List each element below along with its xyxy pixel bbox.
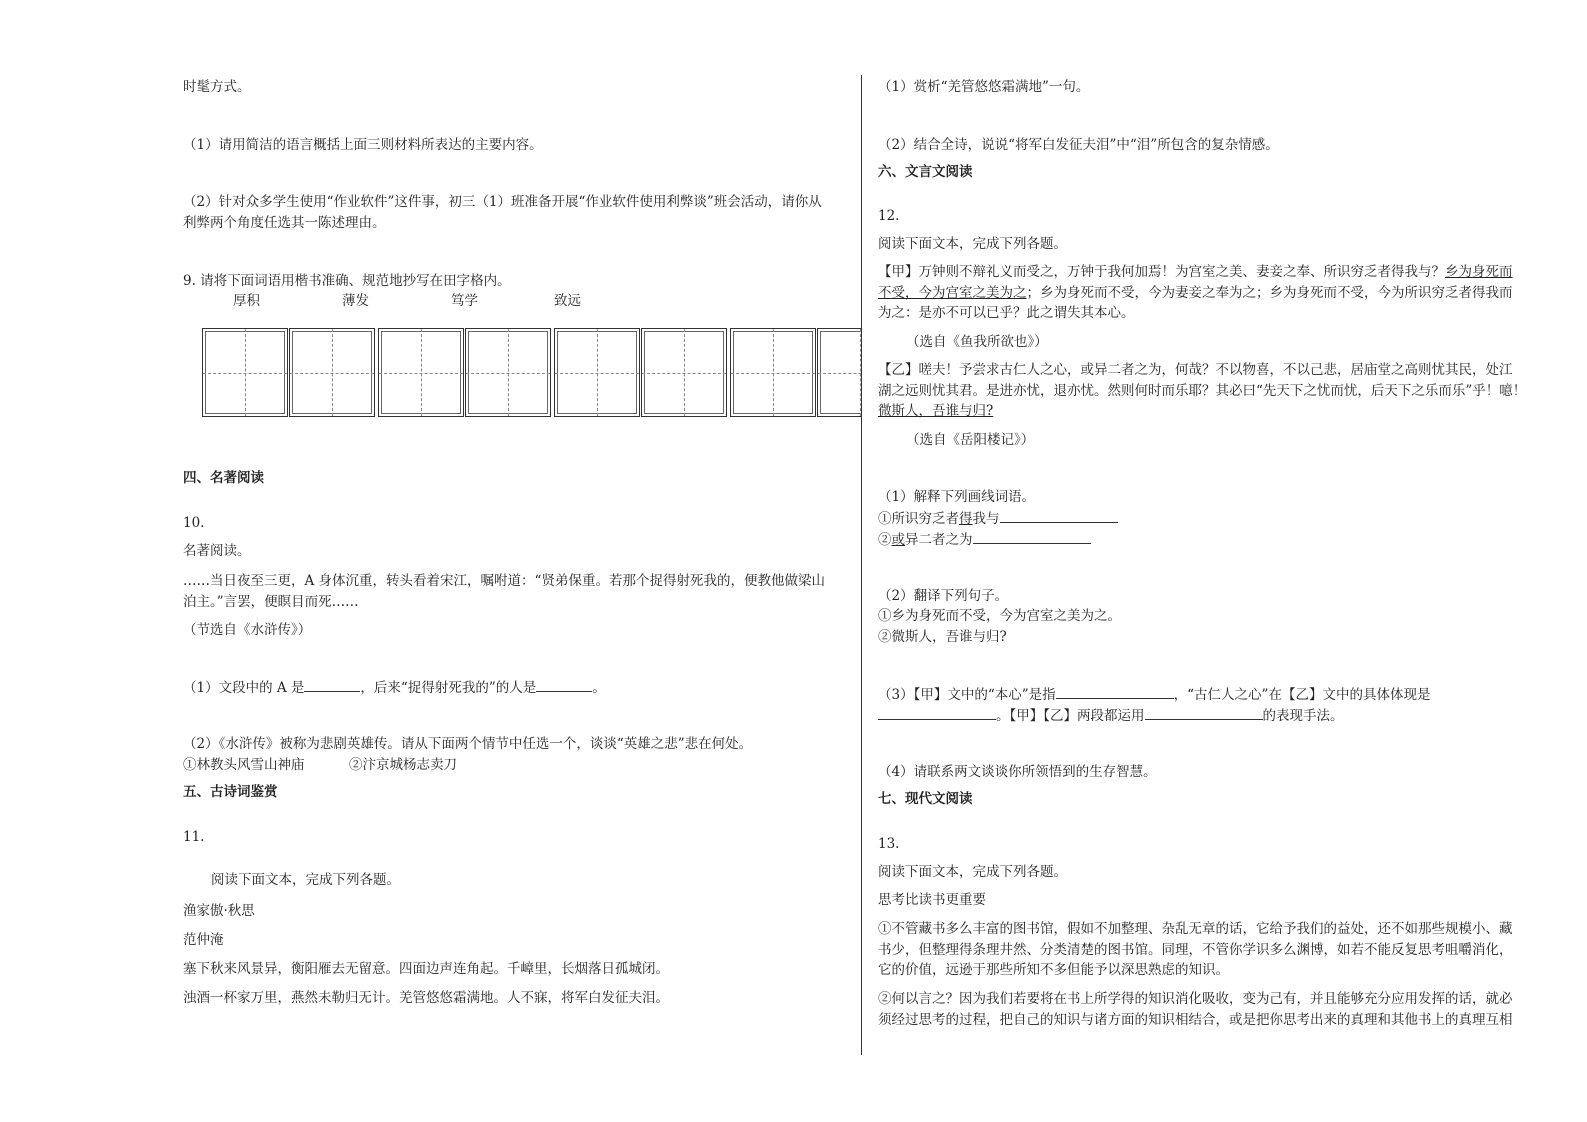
answer-blank[interactable] bbox=[1145, 705, 1263, 720]
question-8-2-line2: 利弊两个角度任选其一陈述理由。 bbox=[183, 215, 386, 231]
grid-cell[interactable] bbox=[378, 328, 464, 417]
section-7-heading: 七、现代文阅读 bbox=[878, 791, 973, 807]
grid-cell[interactable] bbox=[817, 328, 861, 417]
q10-1-prefix: （1）文段中的 A 是 bbox=[183, 680, 305, 696]
answer-blank[interactable] bbox=[536, 677, 592, 692]
question-12-intro: 阅读下面文本，完成下列各题。 bbox=[878, 236, 1067, 252]
text-jia-line2 bbox=[878, 283, 1513, 303]
question-12-1-a bbox=[878, 508, 1118, 529]
word-1: 厚积 bbox=[233, 293, 260, 309]
article-title: 思考比读书更重要 bbox=[878, 892, 986, 908]
text-yi-source: （选自《岳阳楼记》） bbox=[906, 432, 1035, 448]
q12-1b-suffix: 异二者之为 bbox=[905, 532, 973, 548]
question-12-3-line1 bbox=[878, 684, 1430, 705]
section-5-heading: 五、古诗词鉴赏 bbox=[183, 784, 278, 800]
jia-underlined: 乡为身死而 bbox=[1445, 264, 1513, 280]
question-11-2: （2）结合全诗，说说“将军白发征夫泪”中“泪”所包含的复杂情感。 bbox=[878, 137, 1279, 153]
article-p2-line2: 须经过思考的过程，把自己的知识与诸方面的知识相结合，或是把你思考出来的真理和其他书上的真理互相 bbox=[878, 1012, 1513, 1028]
question-12-1-b bbox=[878, 529, 1091, 550]
q10-1-suffix: 。 bbox=[592, 680, 606, 696]
answer-blank[interactable] bbox=[878, 705, 996, 720]
grid-cell[interactable] bbox=[730, 328, 816, 417]
question-12-4: （4）请联系两文谈谈你所领悟到的生存智慧。 bbox=[878, 764, 1157, 780]
excerpt-line1: ……当日夜至三更，A 身体沉重，转头看着宋江，嘱咐道：“贤弟保重。若那个捉得射死我的，便教他做梁山 bbox=[183, 573, 825, 589]
question-11-number: 11. bbox=[183, 829, 205, 845]
word-4: 致远 bbox=[554, 293, 581, 309]
question-11-1: （1）赏析“羌管悠悠霜满地”一句。 bbox=[878, 79, 1090, 95]
question-10-2: （2）《水浒传》被称为悲剧英雄传。请从下面两个情节中任选一个，谈谈“英雄之悲”悲在何处。 bbox=[183, 736, 753, 752]
poem-line2: 浊酒一杯家万里，燕然未勒归无计。羌管悠悠霜满地。人不寐，将军白发征夫泪。 bbox=[183, 990, 669, 1006]
jia-line1-text: 【甲】万钟则不辩礼义而受之，万钟于我何加焉！为宫室之美、妻妾之奉、所识穷乏者得我与？ bbox=[878, 264, 1445, 280]
question-11-intro: 阅读下面文本，完成下列各题。 bbox=[211, 872, 400, 888]
article-p1-line1: ①不管藏书多么丰富的图书馆，假如不加整理、杂乱无章的话，它给予我们的益处，还不如那些规模小、藏 bbox=[878, 921, 1513, 937]
answer-blank[interactable] bbox=[304, 677, 360, 692]
poem-author: 范仲淹 bbox=[183, 932, 224, 948]
jia-line2-text: ；乡为身死而不受，今为妻妾之奉为之；乡为身死而不受，今为所识穷乏者得我而 bbox=[1026, 285, 1513, 301]
article-p2-line1: ②何以言之？因为我们若要将在书上所学得的知识消化吸收，变为己有，并且能够充分应用发挥的话，就必 bbox=[878, 991, 1513, 1007]
question-10-number: 10. bbox=[183, 515, 205, 531]
poem-line1: 塞下秋来风景异，衡阳雁去无留意。四面边声连角起。千嶂里，长烟落日孤城闭。 bbox=[183, 961, 669, 977]
question-13-intro: 阅读下面文本，完成下列各题。 bbox=[878, 864, 1067, 880]
question-12-number: 12. bbox=[878, 208, 900, 224]
word-2: 薄发 bbox=[342, 293, 369, 309]
underlined-word: 得 bbox=[959, 511, 973, 527]
question-8-2-line1: （2）针对众多学生使用“作业软件”这件事，初三（1）班准备开展“作业软件使用利弊谈”班会活动，请你从 bbox=[183, 194, 822, 210]
q12-3-suffix: 的表现手法。 bbox=[1262, 708, 1344, 724]
grid-cell[interactable] bbox=[202, 328, 288, 417]
text-jia-line1 bbox=[878, 262, 1513, 282]
question-13-number: 13. bbox=[878, 836, 900, 852]
word-3: 笃学 bbox=[451, 293, 478, 309]
q10-1-middle: ，后来“捉得射死我的”的人是 bbox=[360, 680, 537, 696]
tianzige-grid[interactable] bbox=[202, 328, 861, 419]
jia-underlined: 不受，今为宫室之美为之 bbox=[878, 285, 1027, 301]
poem-title: 渔家傲·秋思 bbox=[183, 903, 255, 919]
excerpt-source: （节选自《水浒传》） bbox=[183, 622, 312, 638]
q12-3-prefix: （3）【甲】文中的“本心”是指 bbox=[878, 687, 1056, 703]
grid-cell[interactable] bbox=[641, 328, 727, 417]
text-line: 时髦方式。 bbox=[183, 79, 251, 95]
column-divider bbox=[861, 75, 862, 1055]
excerpt-line2: 泊主。”言罢，便瞑目而死…… bbox=[183, 594, 359, 610]
question-10-1 bbox=[183, 677, 606, 698]
question-9: 9. 请将下面词语用楷书准确、规范地抄写在田字格内。 bbox=[183, 273, 511, 289]
question-12-1: （1）解释下列画线词语。 bbox=[878, 489, 1036, 505]
q12-1b-prefix: ② bbox=[878, 532, 892, 548]
question-10-intro: 名著阅读。 bbox=[183, 543, 251, 559]
text-jia-line3: 为之：是亦不可以已乎？此之谓失其本心。 bbox=[878, 305, 1135, 321]
text-jia-source: （选自《鱼我所欲也》） bbox=[906, 334, 1048, 350]
grid-cell[interactable] bbox=[289, 328, 375, 417]
q12-1a-suffix: 我与 bbox=[972, 511, 1000, 527]
section-6-heading: 六、文言文阅读 bbox=[878, 164, 973, 180]
answer-blank[interactable] bbox=[1056, 684, 1174, 699]
question-12-2-b: ②微斯人，吾谁与归? bbox=[878, 629, 1007, 645]
answer-blank[interactable] bbox=[1000, 508, 1118, 523]
article-p1-line2: 书少，但整理得条理井然、分类清楚的图书馆。同理，不管你学识多么渊博，如若不能反复思考咀嚼消化， bbox=[878, 942, 1513, 958]
option-1: ①林教头风雪山神庙 bbox=[183, 757, 305, 773]
text-yi-line1: 【乙】嗟夫！予尝求古仁人之心，或异二者之为，何哉？不以物喜，不以己悲，居庙堂之高则忧其民，处江 bbox=[878, 362, 1513, 378]
section-4-heading: 四、名著阅读 bbox=[183, 470, 264, 486]
article-p1-line3: 它的价值，远逊于那些所知不多但能予以深思熟虑的知识。 bbox=[878, 962, 1229, 978]
q12-3-middle2: 。【甲】【乙】两段都运用 bbox=[996, 708, 1145, 724]
text-yi-line3: 微斯人，吾谁与归? bbox=[878, 403, 994, 419]
grid-cell[interactable] bbox=[465, 328, 551, 417]
grid-cell[interactable] bbox=[554, 328, 640, 417]
q12-3-middle: ，“古仁人之心”在【乙】文中的具体体现是 bbox=[1173, 687, 1431, 703]
answer-blank[interactable] bbox=[973, 529, 1091, 544]
question-12-2-a: ①乡为身死而不受，今为宫室之美为之。 bbox=[878, 608, 1121, 624]
question-8-1: （1）请用简洁的语言概括上面三则材料所表达的主要内容。 bbox=[183, 137, 543, 153]
option-2: ②汴京城杨志卖刀 bbox=[349, 757, 457, 773]
q12-1a-prefix: ①所识穷乏者 bbox=[878, 511, 959, 527]
text-yi-line2: 湖之远则忧其君。是进亦忧，退亦忧。然则何时而乐耶？其必曰“先天下之忧而忧，后天下之乐而乐”乎！噫！ bbox=[878, 383, 1527, 399]
underlined-word: 或 bbox=[891, 532, 905, 548]
question-12-3-line2 bbox=[878, 705, 1344, 726]
question-12-2: （2）翻译下列句子。 bbox=[878, 588, 1009, 604]
